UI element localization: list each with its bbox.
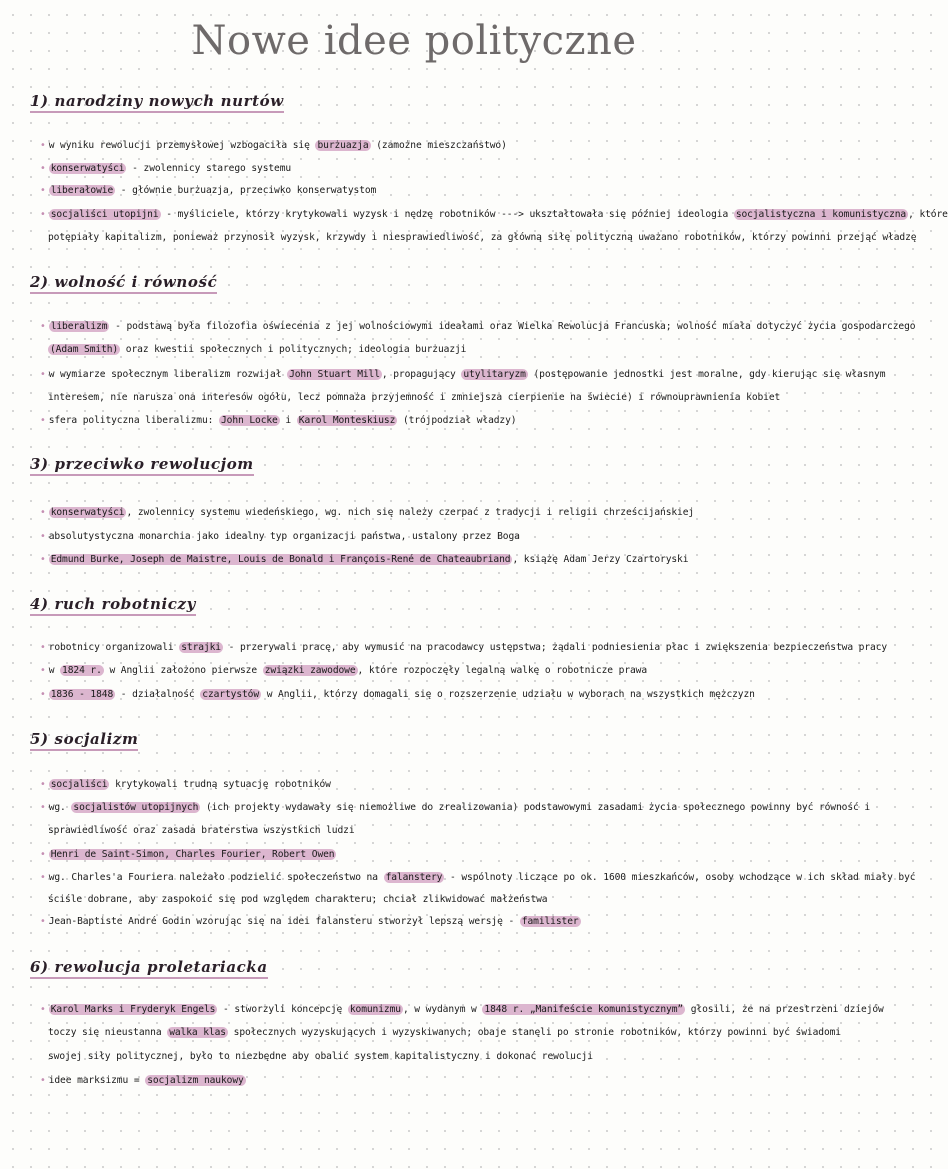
bullet-icon: • xyxy=(40,415,46,426)
highlighted-term: konserwatyści xyxy=(50,163,125,174)
note-line xyxy=(48,1050,818,1064)
note-text: , które xyxy=(908,209,948,220)
note-line xyxy=(40,368,886,382)
note-text: swojej siły politycznej, było to niezbędne aby obalić system kapitalistyczny i dokonać rewolucji xyxy=(48,1051,593,1062)
section-heading xyxy=(30,273,217,291)
highlighted-term: falanstery xyxy=(385,872,443,883)
note-text: - wspólnoty liczące po ok. 1600 mieszkańców, osoby wchodzące w ich skład miały być xyxy=(444,872,916,883)
highlighted-term: liberałowie xyxy=(50,185,114,196)
bullet-icon: • xyxy=(40,185,46,196)
note-line xyxy=(40,506,810,520)
note-text: idee marksizmu = xyxy=(48,1075,146,1086)
highlighted-term: komunizmu xyxy=(349,1004,401,1015)
section-heading xyxy=(30,730,138,748)
highlighted-term: walka klas xyxy=(169,1027,226,1038)
note-line xyxy=(48,231,917,245)
section-heading-text: 1) narodziny nowych nurtów xyxy=(30,92,284,113)
note-text: w wyniku rewolucji przemysłowej wzbogaciła się xyxy=(48,140,316,151)
bullet-icon: • xyxy=(40,849,46,860)
highlighted-term: Karol Marks i Fryderyk Engels xyxy=(50,1004,216,1015)
section-heading xyxy=(30,455,254,473)
bullet-icon: • xyxy=(40,554,46,565)
note-text: sprawiedliwość oraz zasada braterstwa wszystkich ludzi xyxy=(48,825,355,836)
bullet-icon: • xyxy=(40,209,46,220)
bullet-icon: • xyxy=(40,321,46,332)
highlighted-term: 1836 - 1848 xyxy=(50,689,114,700)
note-line xyxy=(40,530,810,544)
note-text: - przerywali pracę, aby wymusić na pracodawcy ustępstwa; żądali podniesienia płac i zwiększenia bezpieczeństwa pracy xyxy=(222,642,888,653)
note-line xyxy=(40,1074,810,1088)
bullet-icon: • xyxy=(40,916,46,927)
note-text: - działalność xyxy=(115,689,201,700)
note-line xyxy=(40,414,810,428)
section-heading xyxy=(30,595,196,613)
highlighted-term: związki zawodowe xyxy=(264,665,356,676)
highlighted-term: John Locke xyxy=(220,415,278,426)
section-heading-text: 3) przeciwko rewolucjom xyxy=(30,455,254,476)
bullet-icon: • xyxy=(40,369,46,380)
section-heading xyxy=(30,958,268,976)
note-text: (zamożne mieszczaństwo) xyxy=(370,140,507,151)
note-text: - podstawą była filozofia oświecenia z jej wolnościowymi ideałami oraz Wielka Rewolucja Francuska; wolność miała dotyczyć życia gospodarczego xyxy=(109,321,916,332)
bullet-icon: • xyxy=(40,872,46,883)
note-text: w Anglii założono pierwsze xyxy=(103,665,263,676)
highlighted-term: Henri de Saint-Simon, Charles Fourier, Robert Owen xyxy=(50,849,335,860)
note-line xyxy=(48,824,818,838)
note-line xyxy=(40,915,810,929)
highlighted-term: czartystów xyxy=(202,689,260,700)
note-text: , w wydanym w xyxy=(402,1004,483,1015)
note-text: - stworzyli koncepcję xyxy=(217,1004,348,1015)
note-line xyxy=(48,343,818,357)
section-heading-text: 2) wolność i równość xyxy=(30,273,217,294)
highlighted-term: 1824 r. xyxy=(62,665,102,676)
section-heading-text: 5) socjalizm xyxy=(30,730,138,751)
highlighted-term: socjaliści utopijni xyxy=(50,209,159,220)
note-text: ściśle dobrane, aby zaspokoić się pod względem charakteru; chciał zlikwidować małżeństwa xyxy=(48,894,548,905)
highlighted-term: socjalistów utopijnych xyxy=(73,802,199,813)
bullet-icon: • xyxy=(40,665,46,676)
note-text: robotnicy organizowali xyxy=(48,642,180,653)
highlighted-term: Karol Monteskiusz xyxy=(298,415,396,426)
highlighted-term: socjalizm naukowy xyxy=(147,1075,244,1086)
note-text: (postępowanie jednostki jest moralne, gdy kierując się własnym xyxy=(527,369,886,380)
note-line xyxy=(40,162,810,176)
section-heading-text: 4) ruch robotniczy xyxy=(30,595,196,616)
highlighted-term: burżuazja xyxy=(317,140,369,151)
note-text: , propagujący xyxy=(381,369,462,380)
note-line xyxy=(48,1026,841,1040)
highlighted-term: konserwatyści xyxy=(50,507,125,518)
bullet-icon: • xyxy=(40,642,46,653)
bullet-icon: • xyxy=(40,1004,46,1015)
note-line xyxy=(40,1003,884,1017)
note-line xyxy=(40,208,948,222)
note-text: - głównie burżuazja, przeciwko konserwatystom xyxy=(115,185,377,196)
note-line xyxy=(40,871,916,885)
note-text: (trójpodział władzy) xyxy=(397,415,517,426)
note-text: sfera polityczna liberalizmu: xyxy=(48,415,219,426)
note-text: wg. Charles'a Fouriera należało podzielić społeczeństwo na xyxy=(48,872,384,883)
note-text: , zwolennicy systemu wiedeńskiego, wg. nich się należy czerpać z tradycji i religii chrześcijańskiej xyxy=(126,507,695,518)
note-text: interesem, nie narusza ona interesów ogółu, lecz pomnaża przyjemność i zmniejsza cierpienie na świecie) i równouprawnienia kobiet xyxy=(48,392,781,403)
note-line xyxy=(48,391,818,405)
highlighted-term: liberalizm xyxy=(50,321,108,332)
note-text: wg. xyxy=(48,802,72,813)
bullet-icon: • xyxy=(40,531,46,542)
note-text: i xyxy=(279,415,297,426)
note-line xyxy=(40,184,810,198)
bullet-icon: • xyxy=(40,689,46,700)
note-text: toczy się nieustanna xyxy=(48,1027,168,1038)
highlighted-term: 1848 r. „Manifeście komunistycznym” xyxy=(484,1004,684,1015)
note-line xyxy=(40,553,810,567)
highlighted-term: strajki xyxy=(181,642,221,653)
bullet-icon: • xyxy=(40,140,46,151)
note-line xyxy=(40,688,810,702)
note-text: w Anglii, którzy domagali się o rozszerzenie udziału w wyborach na wszystkich mężczyzn xyxy=(261,689,755,700)
note-text: - zwolennicy starego systemu xyxy=(126,163,292,174)
bullet-icon: • xyxy=(40,507,46,518)
highlighted-term: socjalistyczna i komunistyczna xyxy=(735,209,907,220)
note-text: - myśliciele, którzy krytykowali wyzysk i nędzę robotników ---> ukształtowała się później ideologia xyxy=(160,209,734,220)
note-text: społecznych wyzyskujących i wyzyskiwanych; obaje stanęli po stronie robotników, którzy powinni być świadomi xyxy=(227,1027,841,1038)
note-text: , które rozpoczęły legalną walkę o robotnicze prawa xyxy=(357,665,648,676)
note-text: absolutystyczna monarchia jako idealny typ organizacji państwa, ustalony przez Boga xyxy=(48,531,520,542)
note-line xyxy=(40,139,810,153)
page-title: Nowe idee polityczne xyxy=(191,18,637,64)
note-text: w wymiarze społecznym liberalizm rozwijał xyxy=(48,369,288,380)
highlighted-term: utylitaryzm xyxy=(463,369,526,380)
bullet-icon: • xyxy=(40,802,46,813)
note-line xyxy=(40,641,888,655)
note-text: potępiały kapitalizm, ponieważ przynosił wyzysk, krzywdy i niesprawiedliwość, za główną siłę polityczną uważano robotników, którzy powinni przejąć władzę xyxy=(48,232,917,243)
note-text: krytykowali trudną sytuację robotników xyxy=(109,779,331,790)
section-heading-text: 6) rewolucja proletariacka xyxy=(30,958,268,979)
note-line xyxy=(40,778,810,792)
note-text: głosili, że na przestrzeni dziejów xyxy=(685,1004,884,1015)
note-text: oraz kwestii społecznych i politycznych; ideologia burżuazji xyxy=(120,344,467,355)
note-line xyxy=(40,664,810,678)
note-text: w xyxy=(48,665,61,676)
bullet-icon: • xyxy=(40,163,46,174)
bullet-icon: • xyxy=(40,1075,46,1086)
note-line xyxy=(48,893,818,907)
highlighted-term: Edmund Burke, Joseph de Maistre, Louis de Bonald i François-René de Chateaubriand xyxy=(50,554,511,565)
note-line xyxy=(40,848,810,862)
highlighted-term: John Stuart Mill xyxy=(289,369,380,380)
note-text: Jean-Baptiste André Godin wzorując się na idei falansteru stworzył lepszą wersję - xyxy=(48,916,520,927)
highlighted-term: familister xyxy=(521,916,579,927)
note-text: (ich projekty wydawały się niemożliwe do zrealizowania) podstawowymi zasadami życia społecznego powinny być równość i xyxy=(200,802,871,813)
highlighted-term: socjaliści xyxy=(50,779,108,790)
note-line xyxy=(40,801,871,815)
highlighted-term: (Adam Smith) xyxy=(50,344,119,355)
bullet-icon: • xyxy=(40,779,46,790)
note-line xyxy=(40,320,916,334)
note-text: , książę Adam Jerzy Czartoryski xyxy=(512,554,689,565)
section-heading xyxy=(30,92,284,110)
